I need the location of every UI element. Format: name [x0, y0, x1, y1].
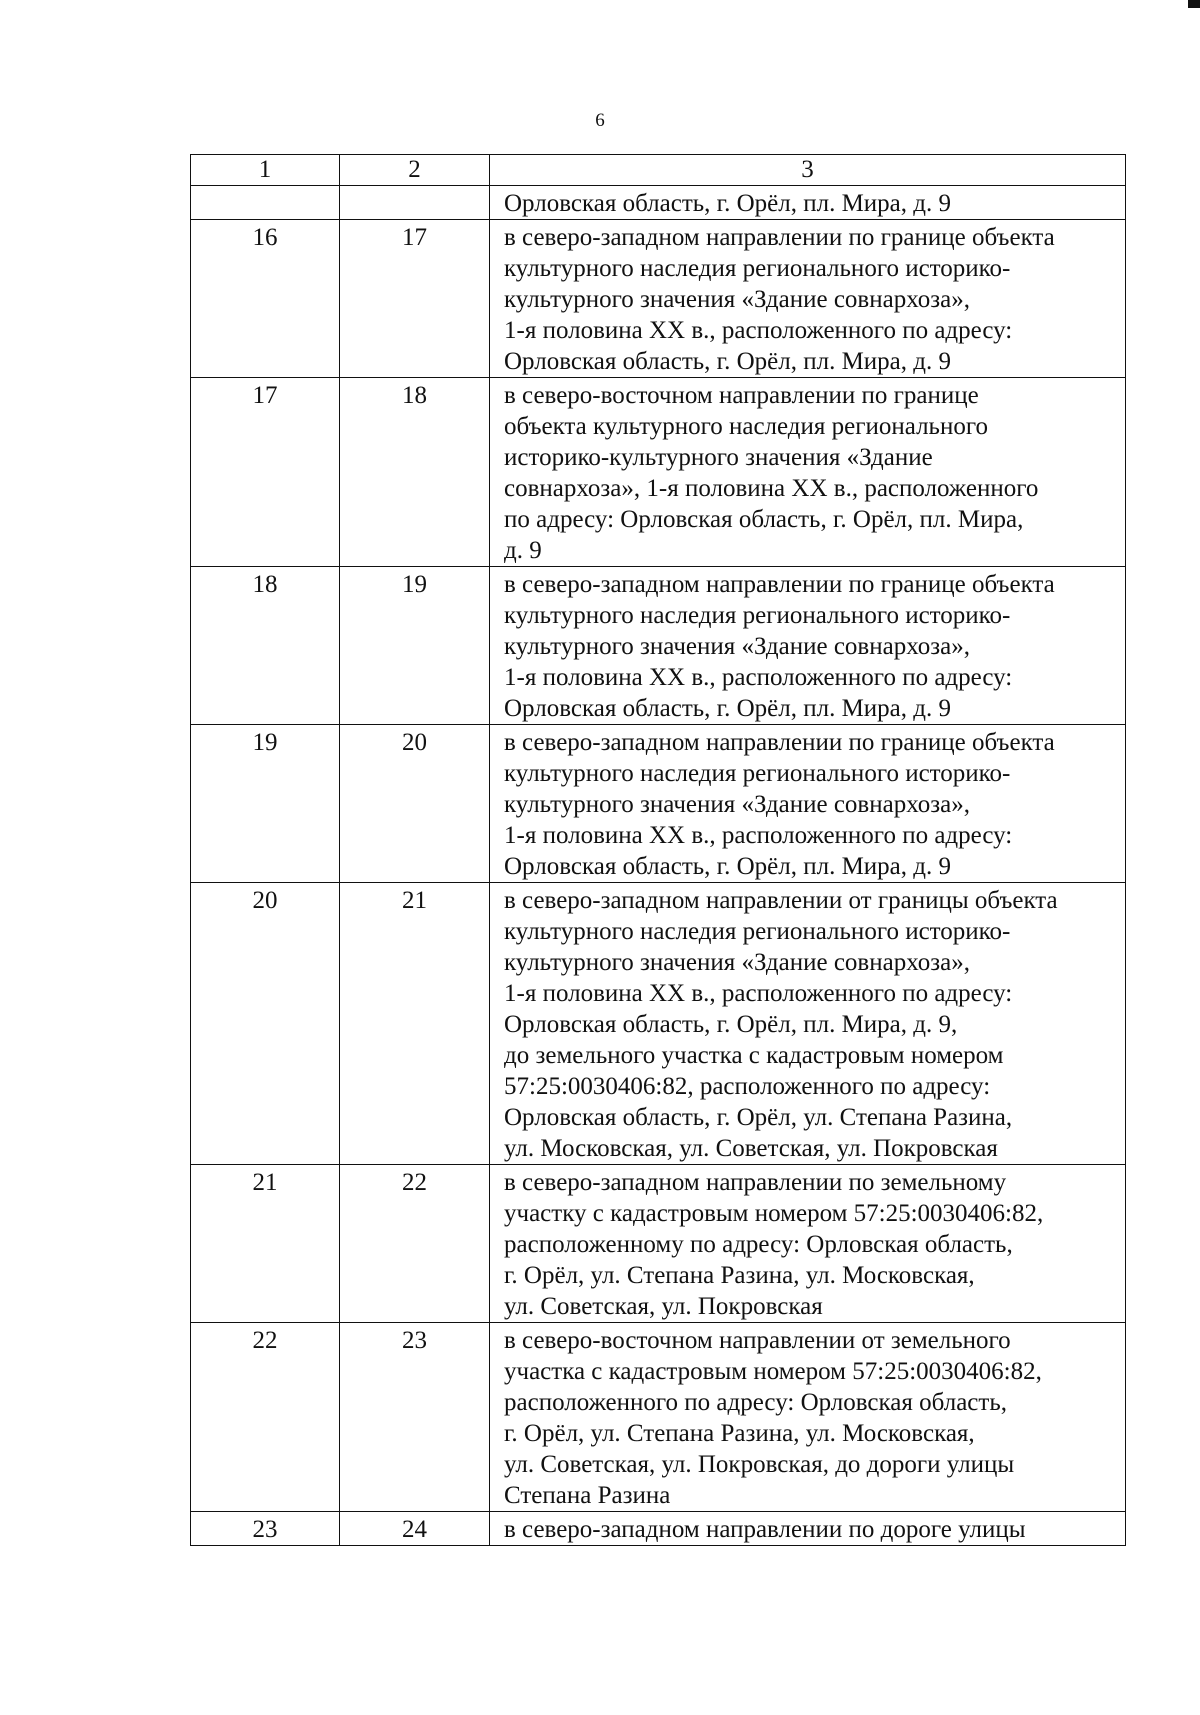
description-line: в северо-западном направлении по границе объекта	[504, 571, 1055, 598]
description-line: в северо-восточном направлении от земельного	[504, 1327, 1011, 1354]
description-cell	[490, 1323, 1126, 1512]
description-line: участку с кадастровым номером 57:25:0030406:82,	[504, 1200, 1044, 1227]
description-line: культурного значения «Здание совнархоза»,	[504, 633, 970, 660]
description-line: 1-я половина XX в., расположенного по адресу:	[504, 822, 1013, 849]
table-row	[191, 883, 1126, 1165]
column-header-2: 2	[340, 155, 490, 186]
description-line: расположенному по адресу: Орловская область,	[504, 1231, 1013, 1258]
description-line: культурного значения «Здание совнархоза»,	[504, 949, 970, 976]
description-line: историко-культурного значения «Здание	[504, 444, 933, 471]
description-line: Орловская область, г. Орёл, ул. Степана Разина,	[504, 1104, 1013, 1131]
table-row	[191, 378, 1126, 567]
description-line: ул. Советская, ул. Покровская, до дороги улицы	[504, 1451, 1015, 1478]
boundary-table	[190, 154, 1126, 1546]
point-to-cell: 23	[340, 1323, 490, 1512]
description-line: в северо-восточном направлении по границе	[504, 382, 979, 409]
description-line: культурного значения «Здание совнархоза»,	[504, 791, 970, 818]
scan-edge-mark	[1188, 0, 1200, 8]
description-line: культурного значения «Здание совнархоза»,	[504, 286, 970, 313]
point-from-cell: 21	[191, 1165, 340, 1323]
description-cell	[490, 883, 1126, 1165]
point-to-cell	[340, 186, 490, 220]
description-line: расположенного по адресу: Орловская область,	[504, 1389, 1007, 1416]
table-row	[191, 1512, 1126, 1546]
table-header-row	[191, 155, 1126, 186]
description-cell	[490, 725, 1126, 883]
description-line: в северо-западном направлении по границе объекта	[504, 224, 1055, 251]
point-to-cell: 21	[340, 883, 490, 1165]
description-line: ул. Московская, ул. Советская, ул. Покровская	[504, 1135, 998, 1162]
description-line: Орловская область, г. Орёл, пл. Мира, д. 9,	[504, 1011, 958, 1038]
point-to-cell: 19	[340, 567, 490, 725]
point-from-cell: 20	[191, 883, 340, 1165]
table-row	[191, 725, 1126, 883]
description-cell	[490, 1165, 1126, 1323]
description-line: 1-я половина XX в., расположенного по адресу:	[504, 664, 1013, 691]
table-row	[191, 567, 1126, 725]
description-line: культурного наследия регионального историко-	[504, 918, 1011, 945]
description-line: в северо-западном направлении по земельному	[504, 1169, 1007, 1196]
point-from-cell: 18	[191, 567, 340, 725]
description-cell	[490, 378, 1126, 567]
table-row	[191, 220, 1126, 378]
table-row	[191, 186, 1126, 220]
description-line: в северо-западном направлении по дороге улицы	[504, 1516, 1026, 1543]
description-line: 57:25:0030406:82, расположенного по адресу:	[504, 1073, 991, 1100]
table-row	[191, 1323, 1126, 1512]
description-line: совнархоза», 1-я половина XX в., расположенного	[504, 475, 1039, 502]
point-to-cell: 17	[340, 220, 490, 378]
description-line: Орловская область, г. Орёл, пл. Мира, д. 9	[504, 348, 951, 375]
description-line: объекта культурного наследия регионального	[504, 413, 988, 440]
description-line: в северо-западном направлении по границе объекта	[504, 729, 1055, 756]
description-line: Степана Разина	[504, 1482, 671, 1509]
description-line: г. Орёл, ул. Степана Разина, ул. Московская,	[504, 1262, 975, 1289]
description-line: 1-я половина XX в., расположенного по адресу:	[504, 317, 1013, 344]
point-from-cell: 22	[191, 1323, 340, 1512]
column-header-3: 3	[490, 155, 1126, 186]
description-line: 1-я половина XX в., расположенного по адресу:	[504, 980, 1013, 1007]
column-header-1: 1	[191, 155, 340, 186]
description-line: Орловская область, г. Орёл, пл. Мира, д. 9	[504, 695, 951, 722]
point-to-cell: 24	[340, 1512, 490, 1546]
description-line: культурного наследия регионального историко-	[504, 255, 1011, 282]
point-from-cell: 19	[191, 725, 340, 883]
description-line: по адресу: Орловская область, г. Орёл, пл. Мира,	[504, 506, 1024, 533]
point-from-cell: 17	[191, 378, 340, 567]
description-line: участка с кадастровым номером 57:25:0030406:82,	[504, 1358, 1042, 1385]
description-line: культурного наследия регионального историко-	[504, 760, 1011, 787]
point-to-cell: 22	[340, 1165, 490, 1323]
table-row	[191, 1165, 1126, 1323]
description-line: ул. Советская, ул. Покровская	[504, 1293, 823, 1320]
description-line: культурного наследия регионального историко-	[504, 602, 1011, 629]
description-line: Орловская область, г. Орёл, пл. Мира, д. 9	[504, 853, 951, 880]
point-from-cell	[191, 186, 340, 220]
point-from-cell: 16	[191, 220, 340, 378]
point-to-cell: 18	[340, 378, 490, 567]
description-line: Орловская область, г. Орёл, пл. Мира, д. 9	[504, 190, 951, 217]
description-line: до земельного участка с кадастровым номером	[504, 1042, 1004, 1069]
description-cell	[490, 186, 1126, 220]
point-to-cell: 20	[340, 725, 490, 883]
description-line: г. Орёл, ул. Степана Разина, ул. Московская,	[504, 1420, 975, 1447]
description-line: д. 9	[504, 537, 542, 564]
page-number: 6	[595, 110, 605, 131]
description-cell	[490, 220, 1126, 378]
description-cell	[490, 1512, 1126, 1546]
table-body	[191, 155, 1126, 1546]
description-cell	[490, 567, 1126, 725]
point-from-cell: 23	[191, 1512, 340, 1546]
description-line: в северо-западном направлении от границы объекта	[504, 887, 1058, 914]
